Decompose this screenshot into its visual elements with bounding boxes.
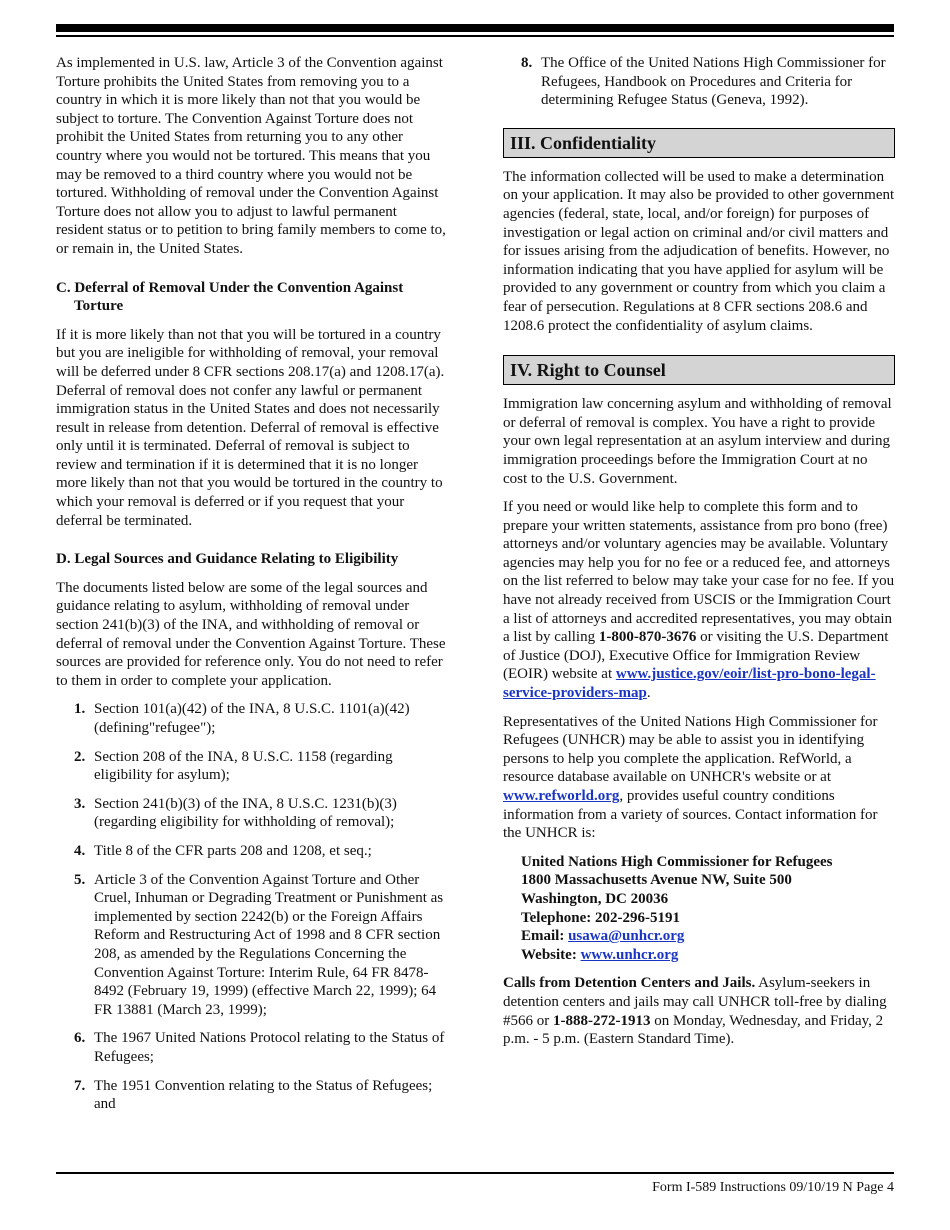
section-c-heading: C. Deferral of Removal Under the Convention Against Torture: [56, 279, 404, 315]
unhcr-email-link[interactable]: usawa@unhcr.org: [568, 928, 685, 945]
page-footer: Form I-589 Instructions 09/10/19 N Page 4: [652, 1180, 894, 1195]
refworld-link[interactable]: www.refworld.org: [503, 788, 620, 804]
unhcr-website-link[interactable]: www.unhcr.org: [580, 946, 679, 963]
section-iii-heading: III. Confidentiality: [503, 128, 895, 158]
list-item: 5. Article 3 of the Convention Against Torture and Other Cruel, Inhuman or Degrading Treatment or Punishment as implemented by section 2242(b) or the Foreign Affairs Reform and Restructuring Act of 1998 and 8 CFR section 208, as amended by the Regulations Concerning the Convention Against Torture: Interim Rule, 64 FR 8478-8492 (February 19, 1999) (effective March 22, 1999); 64 FR 13881 (March 23, 1999);: [74, 871, 444, 1018]
unhcr-address: United Nations High Commissioner for Refugees 1800 Massachusetts Avenue NW, Suite 500 Washington, DC 20036 Telephone: 202-296-5191 Email: usawa@unhcr.org Website: www.unhcr.org: [521, 853, 833, 963]
legal-sources-list-continued: [503, 54, 895, 110]
unhcr-toll-free: 1-888-272-1913: [553, 1012, 651, 1029]
left-column: [56, 54, 448, 1124]
counsel-paragraph-1: Immigration law concerning asylum and withholding of removal or deferral of removal is complex. You have a right to provide your own legal representation at an asylum interview and during immigration proceedings before the Immigration Court at no cost to the U.S. Government.: [503, 396, 892, 487]
eoir-phone: 1-800-870-3676: [598, 629, 697, 646]
footer-rule: [56, 1172, 894, 1174]
section-iv-heading: IV. Right to Counsel: [503, 355, 895, 385]
right-column: [503, 54, 895, 1059]
section-d-heading: D. Legal Sources and Guidance Relating to Eligibility: [56, 551, 399, 568]
header-rule-thick: [56, 24, 894, 32]
eoir-link[interactable]: www.justice.gov/eoir/list-pro-bono-legal-service-providers-map: [503, 666, 876, 702]
detention-calls-paragraph: Calls from Detention Centers and Jails. Asylum-seekers in detention centers and jails may call UNHCR toll-free by dialing #566 or 1-888-272-1913 on Monday, Wednesday, and Friday, 2 p.m. - 5 p.m. (Eastern Standard Time).: [503, 975, 887, 1048]
list-item: 6. The 1967 United Nations Protocol relating to the Status of Refugees;: [74, 1030, 445, 1065]
section-d-body: The documents listed below are some of the legal sources and guidance relating to asylum, withholding of removal under section 241(b)(3) of the INA, and withholding of removal or deferral of removal under the Convention Against Torture. These sources are provided for reference only. You do not need to refer to them in order to complete your application.: [56, 579, 446, 689]
list-item: 4. Title 8 of the CFR parts 208 and 1208, et seq.;: [74, 842, 372, 859]
header-rule-thin: [56, 35, 894, 37]
intro-paragraph: As implemented in U.S. law, Article 3 of the Convention against Torture prohibits the United States from removing you to a country in which it is more likely than not that you would be subject to torture. The Convention Against Torture does not prohibit the United States from returning you to any other country where you would not be tortured. This means that you may be removed to a third country where you would not be tortured. Withholding of removal under the Convention Against Torture does not allow you to adjust to lawful permanent resident status or to petition to bring family members to come to, or remain in, the United States.: [56, 55, 446, 257]
confidentiality-body: The information collected will be used to make a determination on your application. It may also be provided to other government agencies (federal, state, local, and/or foreign) for purposes of investigation or legal action on criminal and/or civil matters and for issues arising from the adjudication of benefits. However, no information indicating that you have applied for asylum will be provided to any government or country from which you claim a fear of persecution. Regulations at 8 CFR sections 208.6 and 1208.6 protect the confidentiality of asylum claims.: [503, 168, 895, 334]
counsel-paragraph-2: If you need or would like help to complete this form and to prepare your written statements, assistance from pro bono (free) attorneys and/or voluntary agencies may be available. Voluntary agencies may help you for no fee or a reduced fee, and attorneys on the list referred to below may take your case for no fee. If you have not already received from USCIS or the Immigration Court a list of attorneys and accredited representatives, you may obtain a list by calling 1-800-870-3676 or visiting the U.S. Department of Justice (DOJ), Executive Office for Immigration Review (EOIR) website at www.justice.gov/eoir/list-pro-bono-legal-service-providers-map.: [503, 499, 895, 702]
legal-sources-list: [56, 700, 448, 1113]
list-item: 7. The 1951 Convention relating to the Status of Refugees; and: [74, 1077, 433, 1113]
list-item: 8. The Office of the United Nations High Commissioner for Refugees, Handbook on Procedures and Criteria for determining Refugee Status (Geneva, 1992).: [521, 55, 886, 109]
list-item: 1. Section 101(a)(42) of the INA, 8 U.S.C. 1101(a)(42) (defining"refugee");: [74, 701, 410, 736]
counsel-paragraph-3: Representatives of the United Nations High Commissioner for Refugees (UNHCR) may be able to assist you in identifying persons to help you complete the application. RefWorld, a resource database available on UNHCR's website or at www.refworld.org, provides useful country conditions information from a variety of sources. Contact information for the UNHCR is:: [503, 713, 878, 842]
section-c-body: If it is more likely than not that you will be tortured in a country but you are ineligible for withholding of removal, your removal will be deferred under 8 CFR sections 208.17(a) and 1208.17(a). Deferral of removal does not confer any lawful or permanent immigration status in the United States and does not necessarily result in release from detention. Deferral of removal is effective only until it is terminated. Deferral of removal is subject to review and termination if it is determined that it is no longer more likely than not that you would be tortured in the country to which your removal is deferred or if you request that your deferral be terminated.: [56, 326, 445, 529]
list-item: 2. Section 208 of the INA, 8 U.S.C. 1158 (regarding eligibility for asylum);: [74, 748, 393, 784]
list-item: 3. Section 241(b)(3) of the INA, 8 U.S.C. 1231(b)(3) (regarding eligibility for withholding of removal);: [74, 795, 397, 831]
